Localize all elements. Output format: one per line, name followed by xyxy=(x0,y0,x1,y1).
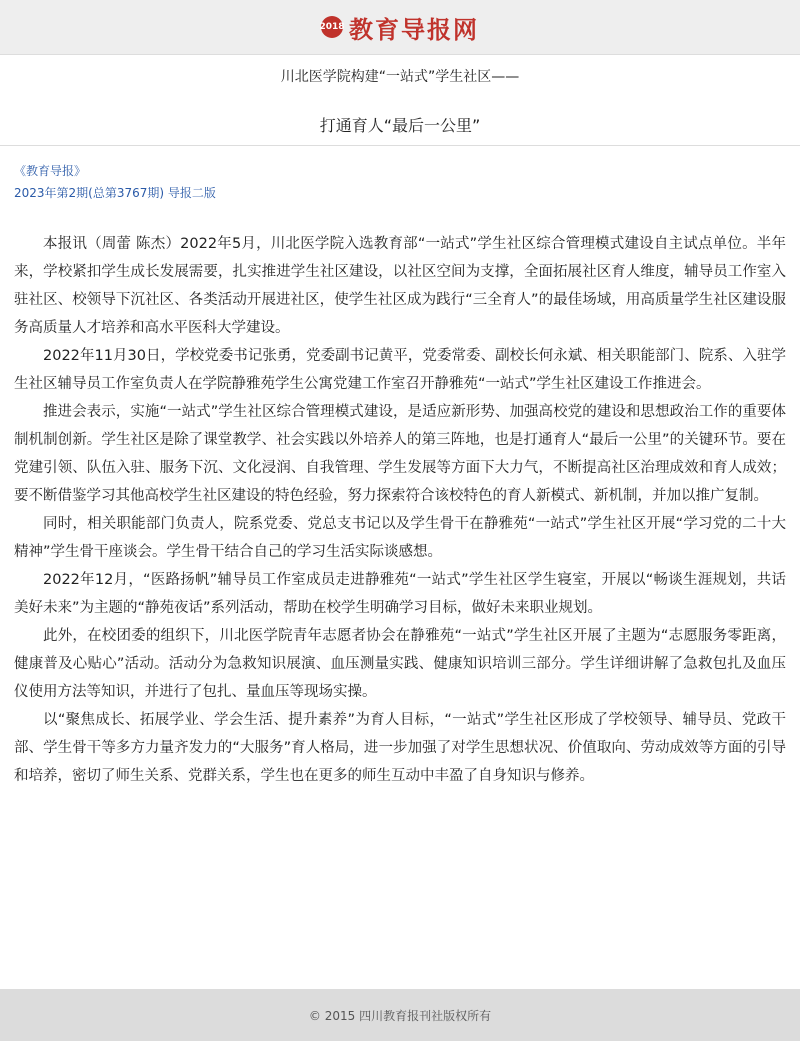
article-paragraph: 同时，相关职能部门负责人，院系党委、党总支书记以及学生骨干在静雅苑“一站式”学生社区开展“学习党的二十大精神”学生骨干座谈会。学生骨干结合自己的学习生活实际谈感想。 xyxy=(14,516,786,560)
source-link[interactable]: 《教育导报》 xyxy=(14,164,87,178)
page-footer xyxy=(0,989,800,1041)
article-paragraph: 推进会表示，实施“一站式”学生社区综合管理模式建设，是适应新形势、加强高校党的建设和思想政治工作的重要体制机制创新。学生社区是除了课堂教学、社会实践以外培养人的第三阵地，也是打通育人“最后一公里”的关键环节。要在党建引领、队伍入驻、服务下沉、文化浸润、自我管理、学生发展等方面下大力气，不断提高社区治理成效和育人成效；要不断借鉴学习其他高校学生社区建设的特色经验，努力探索符合该校特色的育人新模式、新机制，并加以推广复制。 xyxy=(14,404,786,504)
masthead xyxy=(0,0,800,54)
copyright-text: © 2015 四川教育报刊社版权所有 xyxy=(308,1008,492,1023)
article-paragraph: 2022年11月30日，学校党委书记张勇，党委副书记黄平，党委常委、副校长何永斌、相关职能部门、院系、入驻学生社区辅导员工作室负责人在学院静雅苑学生公寓党建工作室召开静雅苑“一站式”学生社区建设工作推进会。 xyxy=(14,348,786,392)
title-divider xyxy=(0,145,800,146)
article-body xyxy=(14,230,786,790)
article-paragraph: 此外，在校团委的组织下，川北医学院青年志愿者协会在静雅苑“一站式”学生社区开展了主题为“志愿服务零距离，健康普及心贴心”活动。活动分为急救知识展演、血压测量实践、健康知识培训三部分。学生详细讲解了急救包扎及血压仪使用方法等知识，并进行了包扎、量血压等现场实操。 xyxy=(14,628,786,700)
issue-link[interactable]: 2023年第2期(总第3767期) 导报二版 xyxy=(14,186,216,200)
article-paragraph: 以“聚焦成长、拓展学业、学会生活、提升素养”为育人目标，“一站式”学生社区形成了学校领导、辅导员、党政干部、学生骨干等多方力量齐发力的“大服务”育人格局，进一步加强了对学生思想状况、价值取向、劳动成效等方面的引导和培养，密切了师生关系、党群关系，学生也在更多的师生互动中丰盈了自身知识与修养。 xyxy=(14,712,786,784)
logo-badge-icon: 2018 xyxy=(321,16,343,38)
site-logo[interactable] xyxy=(321,10,479,45)
header-divider xyxy=(0,54,800,55)
article-title-line1: 川北医学院构建“一站式”学生社区—— xyxy=(280,69,520,85)
site-name: 教育导报网 xyxy=(349,14,479,44)
article-paragraph: 本报讯（周蕾 陈杰）2022年5月，川北医学院入选教育部“一站式”学生社区综合管理模式建设自主试点单位。半年来，学校紧扣学生成长发展需要，扎实推进学生社区建设，以社区空间为支撑，全面拓展社区育人维度，辅导员工作室入驻社区、校领导下沉社区、各类活动开展进社区，使学生社区成为践行“三全育人”的最佳场域，用高质量学生社区建设服务高质量人才培养和高水平医科大学建设。 xyxy=(14,236,786,336)
article-title-line2: 打通育人“最后一公里” xyxy=(319,116,481,135)
article-paragraph: 2022年12月，“医路扬帆”辅导员工作室成员走进静雅苑“一站式”学生社区学生寝室，开展以“畅谈生涯规划，共话美好未来”为主题的“静苑夜话”系列活动，帮助在校学生明确学习目标，做好未来职业规划。 xyxy=(14,572,786,616)
article-source xyxy=(14,160,216,204)
